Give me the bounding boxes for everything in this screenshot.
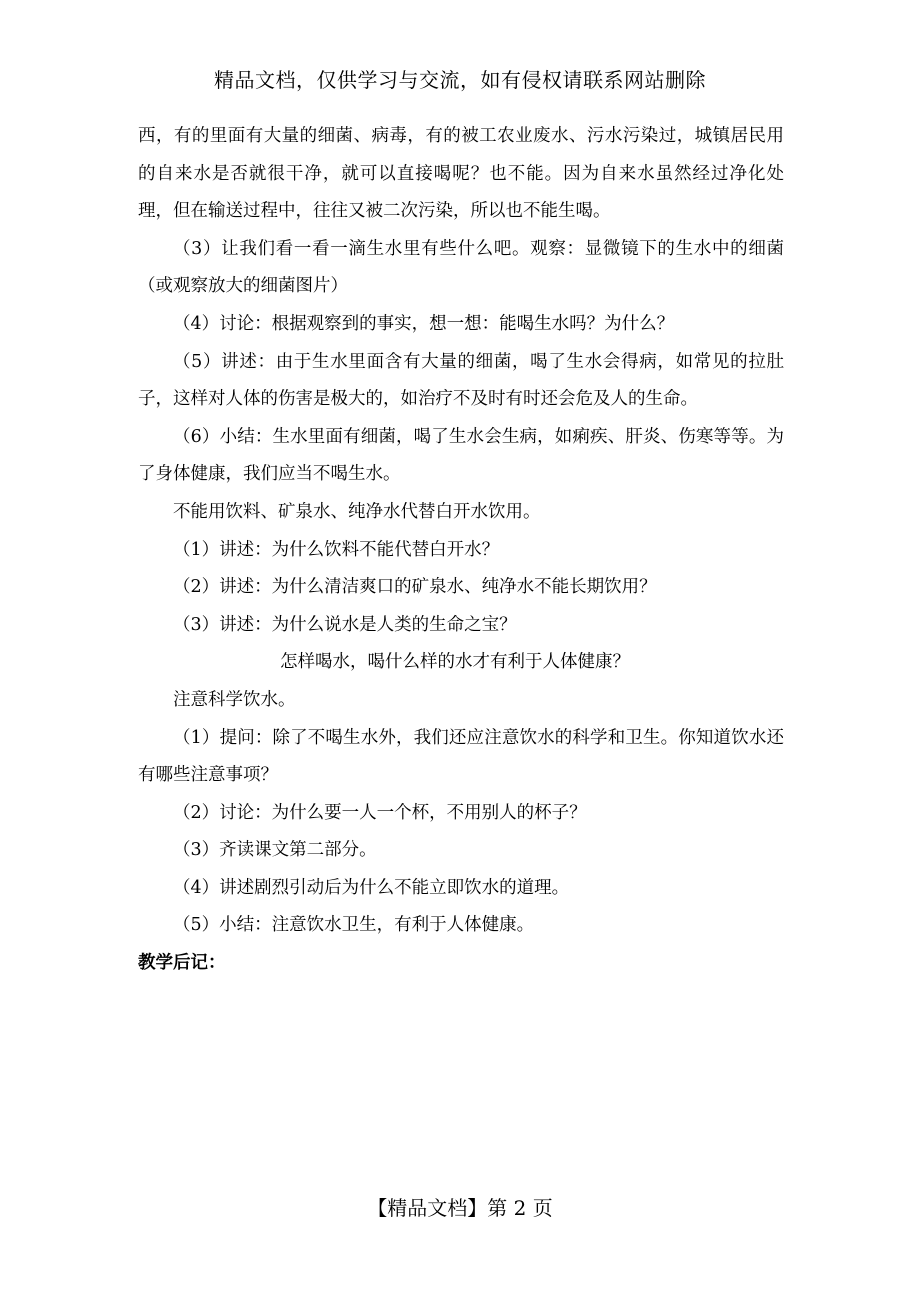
section-heading-scientific-drinking: 注意科学饮水。 [173,689,296,710]
list-item-hygiene-summary: （5）小结：注意饮水卫生，有利于人体健康。 [173,915,535,936]
list-item-drinks: （1）讲述：为什么饮料不能代替白开水？ [173,539,500,560]
paragraph-step-3-observe: （3）让我们看一看一滴生水里有些什么吧。观察：显微镜下的生水中的细菌（或观察放大的细菌图片） [138,238,784,297]
list-item-water-treasure: （3）讲述：为什么说水是人类的生命之宝？ [173,614,517,635]
teaching-notes-heading: 教学后记： [138,953,226,974]
paragraph-step-4-discuss: （4）讨论：根据观察到的事实，想一想：能喝生水吗？为什么？ [173,313,675,334]
document-body [138,118,784,983]
list-item-question: （1）提问：除了不喝生水外，我们还应注意饮水的科学和卫生。你知道饮水还有哪些注意事项？ [138,727,784,786]
section-heading-no-substitutes: 不能用饮料、矿泉水、纯净水代替白开水饮用。 [173,501,541,522]
paragraph-step-5-explain: （5）讲述：由于生水里面含有大量的细菌，喝了生水会得病，如常见的拉肚子，这样对人体的伤害是极大的，如治疗不及时有时还会危及人的生命。 [138,351,784,410]
section-title-how-to-drink: 怎样喝水，喝什么样的水才有利于人体健康？ [280,652,630,673]
list-item-mineral-water: （2）讲述：为什么清洁爽口的矿泉水、纯净水不能长期饮用？ [173,577,657,598]
list-item-read-aloud: （3）齐读课文第二部分。 [173,840,377,861]
list-item-exercise-drinking: （4）讲述剧烈引动后为什么不能立即饮水的道理。 [173,877,570,898]
list-item-cup-discussion: （2）讨论：为什么要一人一个杯，不用别人的杯子？ [173,802,587,823]
page-footer: 【精品文档】第 2 页 [367,1196,553,1220]
page-header-watermark: 精品文档，仅供学习与交流，如有侵权请联系网站删除 [214,68,706,92]
paragraph-continuation: 西，有的里面有大量的细菌、病毒，有的被工农业废水、污水污染过，城镇居民用的自来水是否就很干净，就可以直接喝呢？也不能。因为自来水虽然经过净化处理，但在输送过程中，往往又被二次污染，所以也不能生喝。 [138,126,784,222]
paragraph-step-6-summary: （6）小结：生水里面有细菌，喝了生水会生病，如痢疾、肝炎、伤寒等等。为了身体健康，我们应当不喝生水。 [138,426,784,485]
